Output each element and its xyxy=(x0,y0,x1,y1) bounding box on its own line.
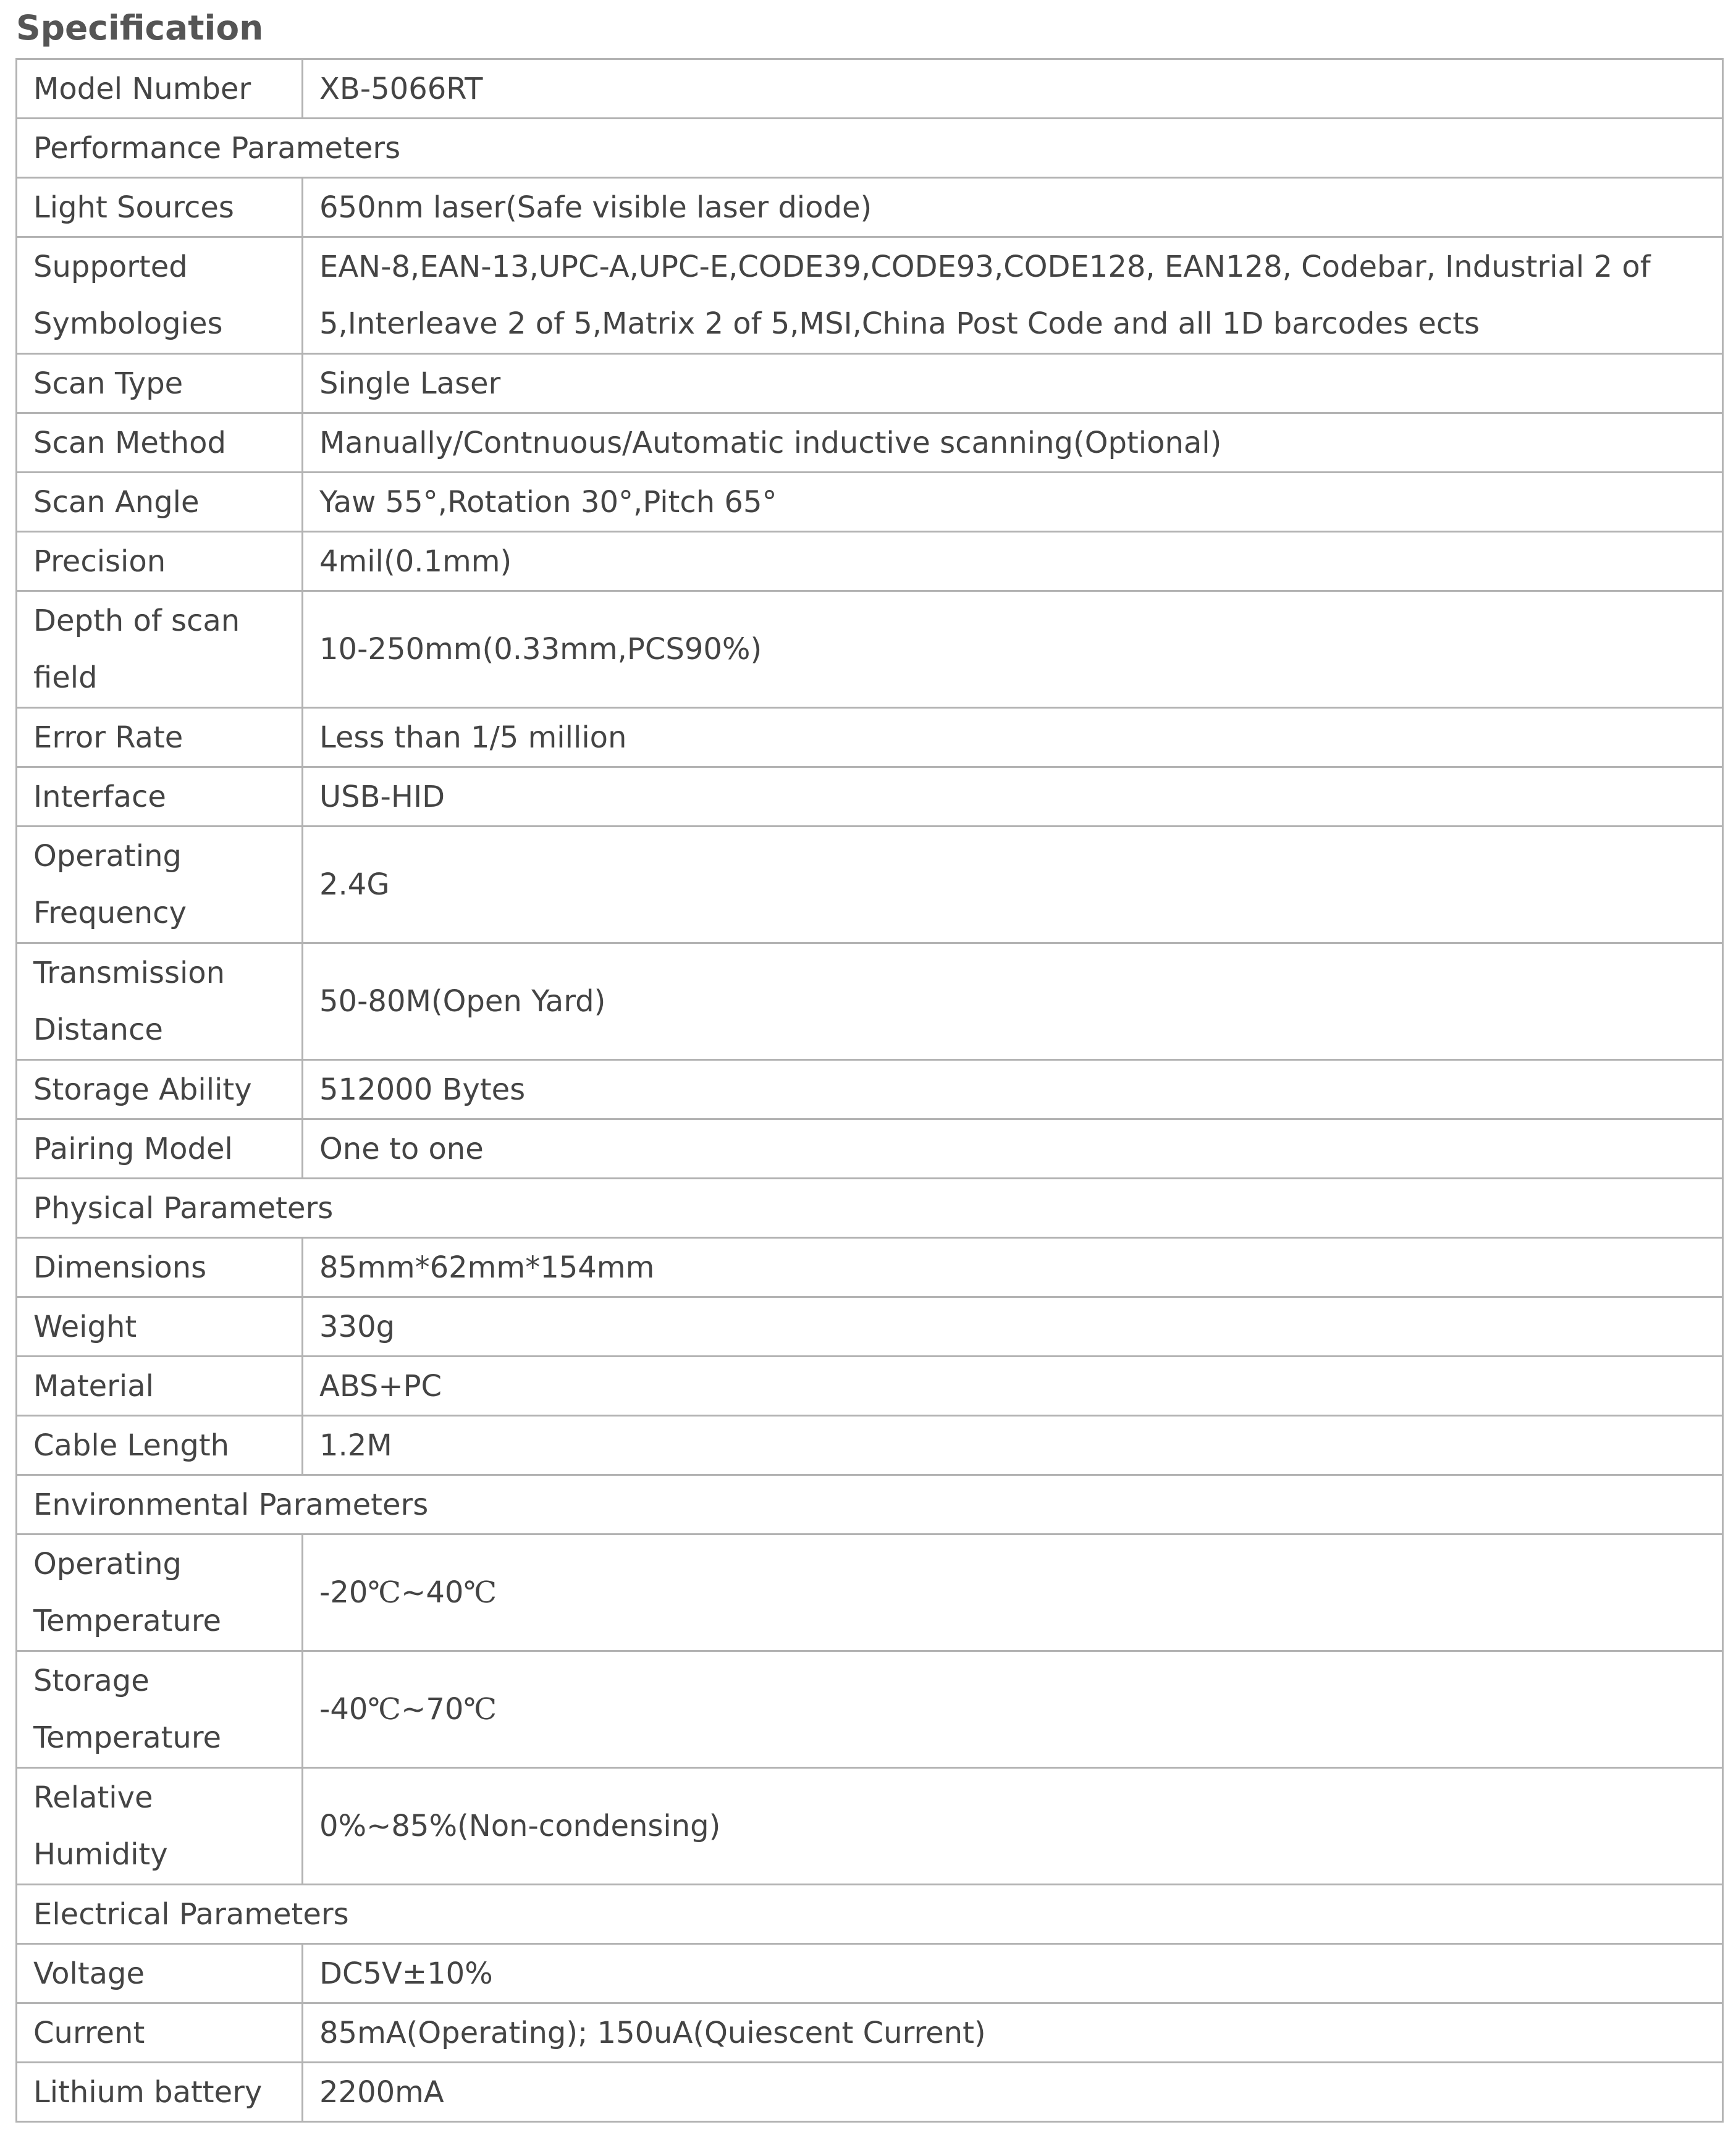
spec-label: Scan Type xyxy=(17,354,303,413)
spec-row-light-sources xyxy=(17,178,1723,237)
spec-label: Current xyxy=(17,2003,303,2063)
spec-label: Transmission Distance xyxy=(17,943,303,1060)
spec-label: Material xyxy=(17,1357,303,1416)
spec-row-storage-temperature xyxy=(17,1651,1723,1768)
spec-label: Supported Symbologies xyxy=(17,237,303,354)
spec-row-depth-of-scan-field xyxy=(17,591,1723,708)
spec-row-pairing-model xyxy=(17,1119,1723,1179)
spec-value: -20℃~40℃ xyxy=(303,1534,1723,1651)
spec-row-operating-frequency xyxy=(17,827,1723,943)
spec-row-model-number xyxy=(17,59,1723,119)
spec-label: Error Rate xyxy=(17,708,303,767)
spec-row-lithium-battery xyxy=(17,2063,1723,2122)
section-heading: Performance Parameters xyxy=(17,119,1723,178)
spec-row-interface xyxy=(17,767,1723,827)
spec-row-weight xyxy=(17,1297,1723,1357)
spec-value: Manually/Contnuous/Automatic inductive scanning(Optional) xyxy=(303,413,1723,473)
spec-label: Cable Length xyxy=(17,1416,303,1475)
spec-value: -40℃~70℃ xyxy=(303,1651,1723,1768)
spec-label: Depth of scan field xyxy=(17,591,303,708)
spec-label: Interface xyxy=(17,767,303,827)
section-row-electrical xyxy=(17,1885,1723,1944)
spec-value: EAN-8,EAN-13,UPC-A,UPC-E,CODE39,CODE93,CODE128, EAN128, Codebar, Industrial 2 of 5,Interleave 2 of 5,Matrix 2 of 5,MSI,China Post Code and all 1D barcodes ects xyxy=(303,237,1723,354)
spec-value: 2200mA xyxy=(303,2063,1723,2122)
section-heading: Electrical Parameters xyxy=(17,1885,1723,1944)
spec-label: Operating Frequency xyxy=(17,827,303,943)
spec-row-scan-angle xyxy=(17,473,1723,532)
spec-label: Dimensions xyxy=(17,1238,303,1297)
spec-value: 10-250mm(0.33mm,PCS90%) xyxy=(303,591,1723,708)
spec-value: USB-HID xyxy=(303,767,1723,827)
spec-row-precision xyxy=(17,532,1723,591)
spec-value: 512000 Bytes xyxy=(303,1060,1723,1119)
spec-label: Scan Angle xyxy=(17,473,303,532)
section-row-physical xyxy=(17,1179,1723,1238)
spec-row-dimensions xyxy=(17,1238,1723,1297)
spec-label: Storage Ability xyxy=(17,1060,303,1119)
spec-value: Less than 1/5 million xyxy=(303,708,1723,767)
spec-label: Precision xyxy=(17,532,303,591)
spec-label: Operating Temperature xyxy=(17,1534,303,1651)
spec-row-material xyxy=(17,1357,1723,1416)
spec-value: 85mm*62mm*154mm xyxy=(303,1238,1723,1297)
section-row-environmental xyxy=(17,1475,1723,1534)
spec-row-voltage xyxy=(17,1944,1723,2003)
spec-row-storage-ability xyxy=(17,1060,1723,1119)
spec-row-operating-temperature xyxy=(17,1534,1723,1651)
spec-label: Scan Method xyxy=(17,413,303,473)
spec-label: Voltage xyxy=(17,1944,303,2003)
spec-value: 0%~85%(Non-condensing) xyxy=(303,1768,1723,1885)
spec-value: 1.2M xyxy=(303,1416,1723,1475)
specification-table xyxy=(15,58,1724,2123)
spec-value: DC5V±10% xyxy=(303,1944,1723,2003)
spec-label: Storage Temperature xyxy=(17,1651,303,1768)
spec-value: 4mil(0.1mm) xyxy=(303,532,1723,591)
section-heading: Environmental Parameters xyxy=(17,1475,1723,1534)
spec-row-relative-humidity xyxy=(17,1768,1723,1885)
spec-value: One to one xyxy=(303,1119,1723,1179)
section-heading: Physical Parameters xyxy=(17,1179,1723,1238)
spec-value: ABS+PC xyxy=(303,1357,1723,1416)
spec-value: 2.4G xyxy=(303,827,1723,943)
spec-row-cable-length xyxy=(17,1416,1723,1475)
spec-value: Yaw 55°,Rotation 30°,Pitch 65° xyxy=(303,473,1723,532)
spec-row-scan-method xyxy=(17,413,1723,473)
section-row-performance xyxy=(17,119,1723,178)
spec-row-supported-symbologies xyxy=(17,237,1723,354)
spec-row-current xyxy=(17,2003,1723,2063)
spec-label: Relative Humidity xyxy=(17,1768,303,1885)
spec-value: 330g xyxy=(303,1297,1723,1357)
spec-row-transmission-distance xyxy=(17,943,1723,1060)
spec-label: Light Sources xyxy=(17,178,303,237)
spec-label: Weight xyxy=(17,1297,303,1357)
spec-value: 85mA(Operating); 150uA(Quiescent Current) xyxy=(303,2003,1723,2063)
page-title: Specification xyxy=(16,8,264,48)
spec-value: Single Laser xyxy=(303,354,1723,413)
spec-value: XB-5066RT xyxy=(303,59,1723,119)
spec-value: 650nm laser(Safe visible laser diode) xyxy=(303,178,1723,237)
spec-label: Pairing Model xyxy=(17,1119,303,1179)
spec-label: Lithium battery xyxy=(17,2063,303,2122)
spec-label: Model Number xyxy=(17,59,303,119)
spec-row-error-rate xyxy=(17,708,1723,767)
spec-row-scan-type xyxy=(17,354,1723,413)
spec-value: 50-80M(Open Yard) xyxy=(303,943,1723,1060)
